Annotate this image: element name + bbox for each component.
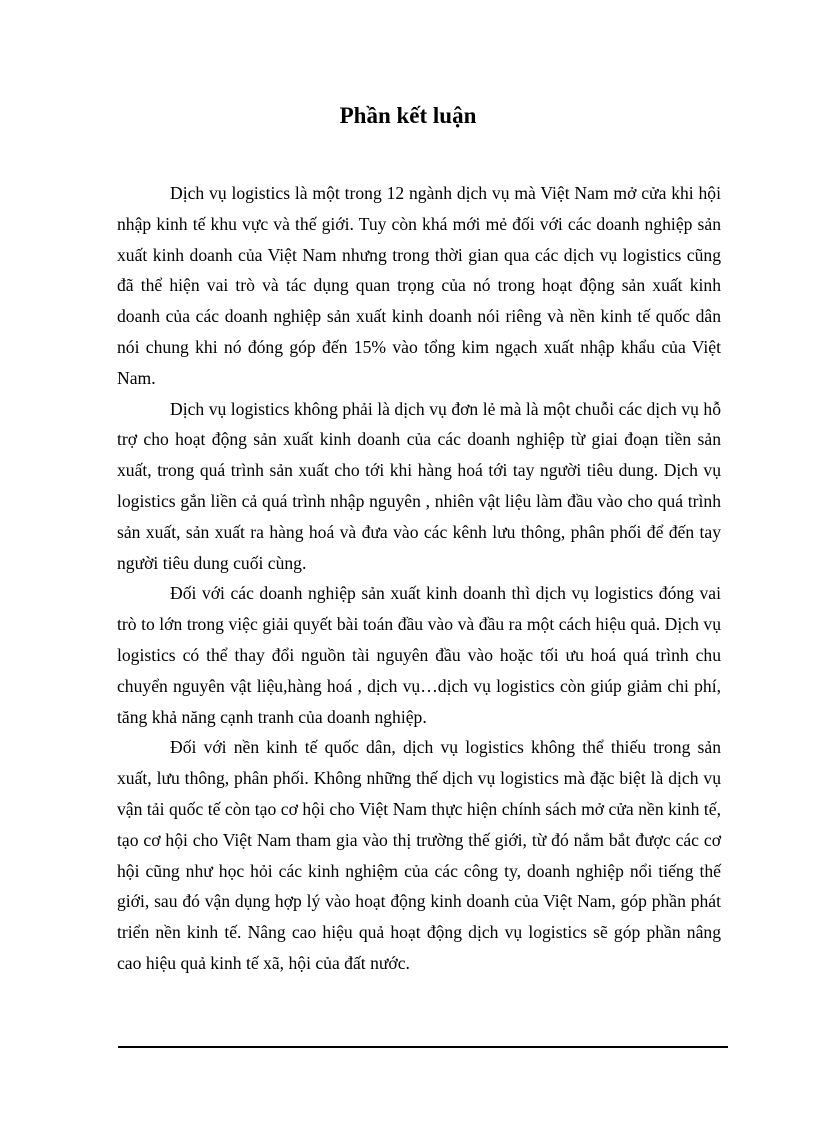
paragraph-1: Dịch vụ logistics là một trong 12 ngành dịch vụ mà Việt Nam mở cửa khi hội nhập kinh tế khu vực và thế giới. Tuy còn khá mới mẻ đối với các doanh nghiệp sản xuất kinh doanh của Việt Nam nhưng trong thời gian qua các dịch vụ logistics cũng đã thể hiện vai trò và tác dụng quan trọng của nó trong hoạt động sản xuất kinh doanh của các doanh nghiệp sản xuất kinh doanh nói riêng và nền kinh tế quốc dân nói chung khi nó đóng góp đến 15% vào tổng kim ngạch xuất nhập khẩu của Việt Nam.: [117, 183, 721, 388]
page-title: Phần kết luận: [339, 103, 477, 128]
footer-divider: [118, 1046, 728, 1048]
paragraph-4: Đối với nền kinh tế quốc dân, dịch vụ logistics không thể thiếu trong sản xuất, lưu thông, phân phối. Không những thế dịch vụ logistics mà đặc biệt là dịch vụ vận tải quốc tế còn tạo cơ hội cho Việt Nam thực hiện chính sách mở cửa nền kinh tế, tạo cơ hội cho Việt Nam tham gia vào thị trường thế giới, từ đó nắm bắt được các cơ hội cũng như học hỏi các kinh nghiệm của các công ty, doanh nghiệp nổi tiếng thế giới, sau đó vận dụng hợp lý vào hoạt động kinh doanh của Việt Nam, góp phần phát triển nền kinh tế. Nâng cao hiệu quả hoạt động dịch vụ logistics sẽ góp phần nâng cao hiệu quả kinh tế xã, hội của đất nước.: [117, 737, 721, 973]
paragraph-2: Dịch vụ logistics không phải là dịch vụ đơn lẻ mà là một chuỗi các dịch vụ hỗ trợ cho hoạt động sản xuất kinh doanh của các doanh nghiệp từ giai đoạn tiền sản xuất, trong quá trình sản xuất cho tới khi hàng hoá tới tay người tiêu dung. Dịch vụ logistics gắn liền cả quá trình nhập nguyên , nhiên vật liệu làm đầu vào cho quá trình sản xuất, sản xuất ra hàng hoá và đưa vào các kênh lưu thông, phân phối để đến tay người tiêu dung cuối cùng.: [117, 398, 721, 573]
body-text: [117, 178, 721, 979]
paragraph-3: Đối với các doanh nghiệp sản xuất kinh doanh thì dịch vụ logistics đóng vai trò to lớn trong việc giải quyết bài toán đầu vào và đầu ra một cách hiệu quả. Dịch vụ logistics có thể thay đổi nguồn tài nguyên đầu vào hoặc tối ưu hoá quá trình chu chuyển nguyên vật liệu,hàng hoá , dịch vụ…dịch vụ logistics còn giúp giảm chi phí, tăng khả năng cạnh tranh của doanh nghiệp.: [117, 583, 721, 727]
